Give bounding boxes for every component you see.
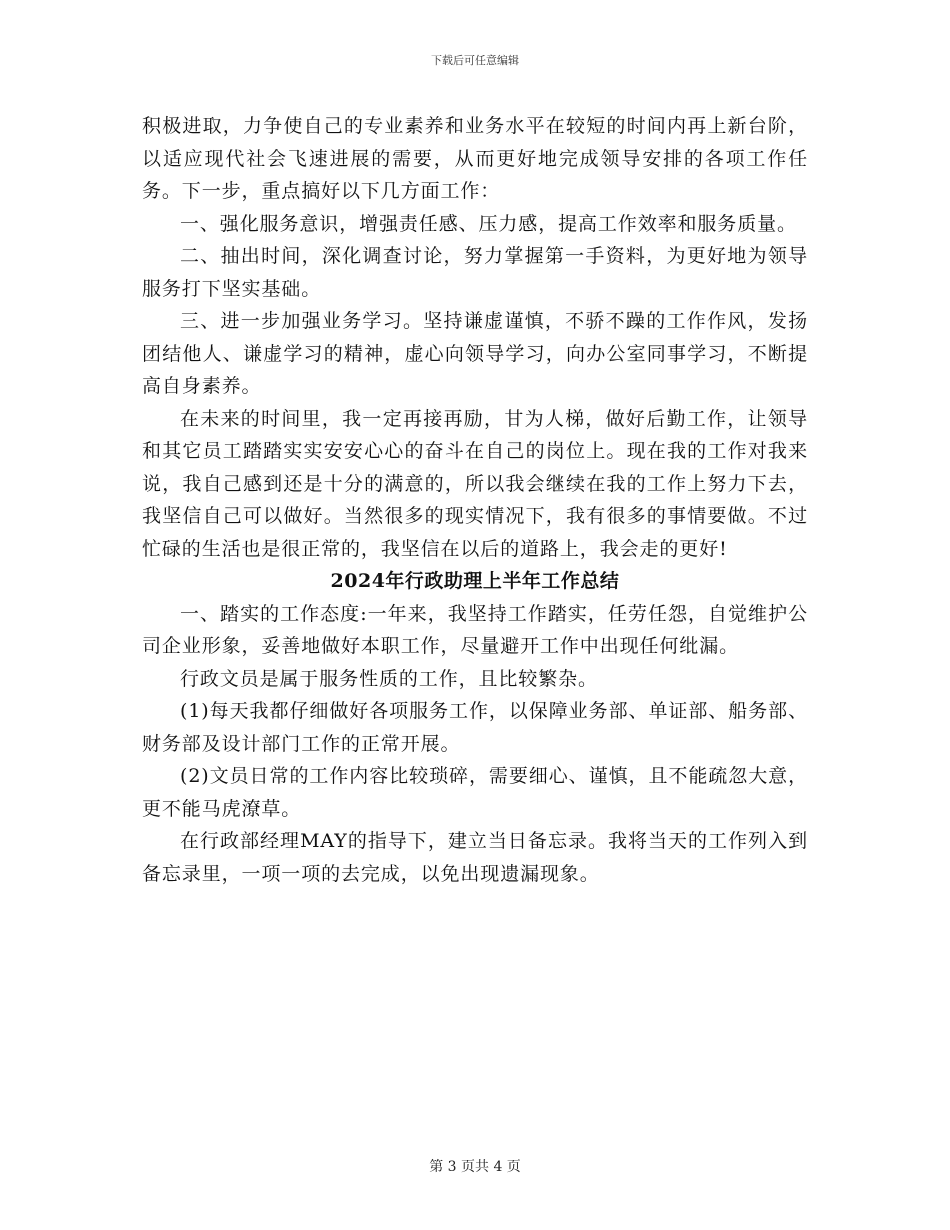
section-paragraph-nature: 行政文员是属于服务性质的工作，且比较繁杂。 <box>180 667 598 690</box>
document-body <box>142 110 808 890</box>
paragraph-item-1: 一、强化服务意识，增强责任感、压力感，提高工作效率和服务质量。 <box>180 212 797 235</box>
paragraph-continuation: 积极进取，力争使自己的专业素养和业务水平在较短的时间内再上新台阶，以适应现代社会飞速进展的需要，从而更好地完成领导安排的各项工作任务。下一步，重点搞好以下几方面工作： <box>142 115 808 202</box>
paragraph-item-2: 二、抽出时间，深化调查讨论，努力掌握第一手资料，为更好地为领导服务打下坚实基础。 <box>142 245 808 300</box>
section-paragraph-memo: 在行政部经理MAY的指导下，建立当日备忘录。我将当天的工作列入到备忘录里，一项一项的去完成，以免出现遗漏现象。 <box>142 830 808 885</box>
section-title: 2024年行政助理上半年工作总结 <box>330 570 620 592</box>
page-header-note: 下载后可任意编辑 <box>431 54 519 67</box>
section-paragraph-point-1: (1)每天我都仔细做好各项服务工作，以保障业务部、单证部、船务部、财务部及设计部门工作的正常开展。 <box>142 700 808 755</box>
section-paragraph-attitude: 一、踏实的工作态度:一年来，我坚持工作踏实，任劳任怨，自觉维护公司企业形象，妥善地做好本职工作，尽量避开工作中出现任何纰漏。 <box>142 602 808 657</box>
paragraph-item-3: 三、进一步加强业务学习。坚持谦虚谨慎，不骄不躁的工作作风，发扬团结他人、谦虚学习的精神，虚心向领导学习，向办公室同事学习，不断提高自身素养。 <box>142 310 808 397</box>
page-number: 第 3 页共 4 页 <box>429 1159 521 1175</box>
paragraph-closing: 在未来的时间里，我一定再接再励，甘为人梯，做好后勤工作，让领导和其它员工踏踏实实安安心心的奋斗在自己的岗位上。现在我的工作对我来说，我自己感到还是十分的满意的，所以我会继续在我的工作上努力下去，我坚信自己可以做好。当然很多的现实情况下，我有很多的事情要做。不过忙碌的生活也是很正常的，我坚信在以后的道路上，我会走的更好! <box>142 407 808 560</box>
section-paragraph-point-2: (2)文员日常的工作内容比较琐碎，需要细心、谨慎，且不能疏忽大意，更不能马虎潦草。 <box>142 765 808 820</box>
